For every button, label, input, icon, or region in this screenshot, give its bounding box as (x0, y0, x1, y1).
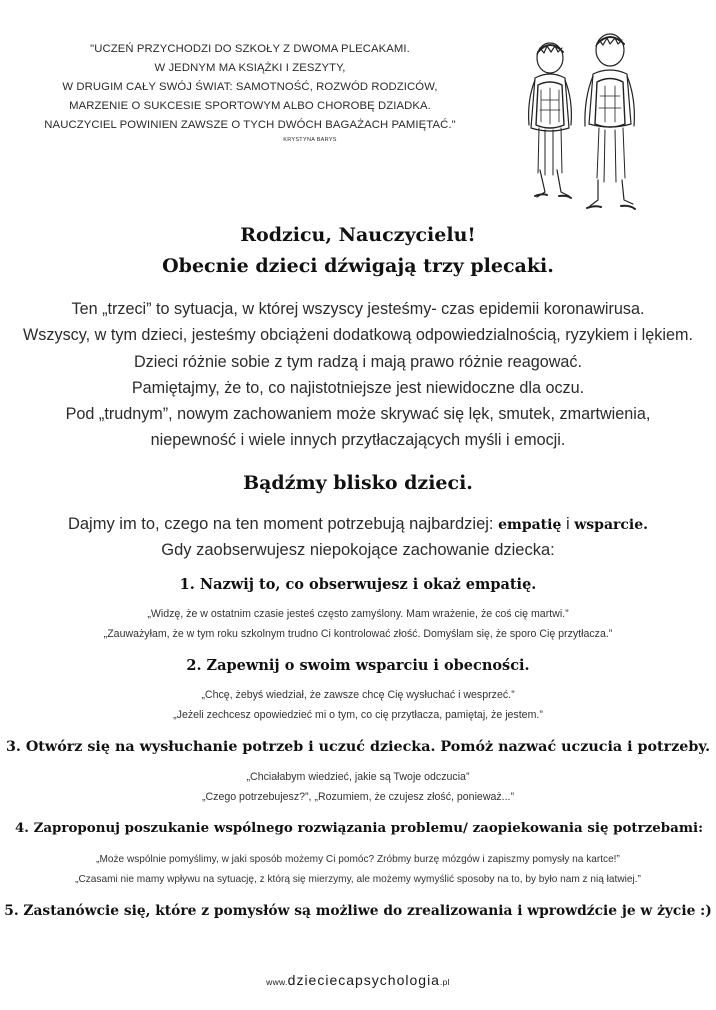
example-line: „Czasami nie mamy wpływu na sytuację, z którą się mierzymy, ale możemy wymyślić sposoby na to, by było nam z nią łatwiej.” (75, 873, 641, 885)
example-line: „Może wspólnie pomyślimy, w jaki sposób możemy Ci pomóc? Zróbmy burzę mózgów i zapiszmy pomysły na kartce!” (96, 854, 620, 865)
left-child-figure (529, 43, 572, 198)
step-5-title: 5. Zastanówcie się, które z pomysłów są możliwe do zrealizowania i wprowdźcie je w życie :) (4, 903, 712, 919)
quote-line: W JEDNYM MA KSIĄŻKI I ZESZYTY, (154, 62, 346, 74)
intro-line: Dzieci różnie sobie z tym radzą i mają prawo różnie reagować. (133, 352, 583, 371)
example-line: „Zauważyłam, że w tym roku szkolnym trudno Ci kontrolować złość. Domyślam się, że sporo Cię przytłacza.” (103, 627, 613, 640)
intro-line: niepewność i wiele innych przytłaczających myśli i emocji. (150, 431, 566, 450)
quote-line: W DRUGIM CAŁY SWÓJ ŚWIAT: SAMOTNOŚĆ, ROZWÓD RODZICÓW, (62, 81, 438, 93)
footer-prefix: www. (266, 977, 288, 987)
step-4-examples (0, 850, 716, 889)
quote-line: NAUCZYCIEL POWINIEN ZAWSZE O TYCH DWÓCH BAGAŻACH PAMIĘTAĆ." (44, 119, 456, 131)
step-2-title: 2. Zapewnij o swoim wsparciu i obecności. (186, 657, 530, 674)
footer-suffix: .pl (439, 977, 450, 987)
lead-word-support: wsparcie. (574, 517, 649, 533)
main-heading-line-1: Rodzicu, Nauczycielu! (240, 224, 476, 246)
example-line: „Jeżeli zechcesz opowiedzieć mi o tym, co cię przytłacza, pamiętaj, że jestem.” (173, 708, 543, 721)
intro-line: Ten „trzeci” to sytuacja, w której wszyscy jesteśmy- czas epidemii koronawirusa. (71, 300, 645, 318)
footer-brand: dzieciecapsychologia (287, 972, 440, 988)
quote-line: MARZENIE O SUKCESIE SPORTOWYM ALBO CHOROBĘ DZIADKA. (69, 100, 431, 112)
children-with-backpacks-illustration (505, 30, 655, 230)
example-line: „Chcę, żebyś wiedział, że zawsze chcę Cię wysłuchać i wesprzeć.” (201, 689, 515, 701)
example-line: „Chciałabym wiedzieć, jakie są Twoje odczucia” (246, 771, 470, 783)
intro-line: Pod „trudnym”, nowym zachowaniem może skrywać się lęk, smutek, zmartwienia, (65, 405, 651, 424)
lead-line-1 (0, 512, 716, 538)
intro-line: Pamiętajmy, że to, co najistotniejsze jest niewidoczne dla oczu. (131, 378, 585, 397)
step-2-examples (0, 686, 716, 725)
step-1-title: 1. Nazwij to, co obserwujesz i okaż empatię. (179, 576, 537, 593)
right-child-figure (585, 34, 635, 209)
footer-website[interactable] (0, 972, 716, 988)
intro-paragraph (0, 296, 716, 454)
step-3-title: 3. Otwórz się na wysłuchanie potrzeb i uczuć dziecka. Pomóż nazwać uczucia i potrzeby. (5, 739, 711, 755)
lead-line-2: Gdy zaobserwujesz niepokojące zachowanie dziecka: (161, 541, 555, 559)
lead-prefix: Dajmy im to, czego na ten moment potrzebują najbardziej: (67, 515, 494, 533)
example-line: „Widzę, że w ostatnim czasie jesteś często zamyślony. Mam wrażenie, że coś cię martwi.” (147, 608, 569, 620)
lead-word-empathy: empatię (498, 517, 562, 533)
main-heading-line-2: Obecnie dzieci dźwigają trzy plecaki. (162, 255, 554, 277)
lead-and: i (565, 515, 570, 533)
step-4-title: 4. Zaproponuj poszukanie wspólnego rozwiązania problemu/ zaopiekowania się potrzebami: (14, 820, 704, 836)
quote-line: "UCZEŃ PRZYCHODZI DO SZKOŁY Z DWOMA PLECAKAMI. (90, 43, 410, 55)
intro-line: Wszyscy, w tym dzieci, jesteśmy obciążeni dodatkową odpowiedzialnością, ryzykiem i lękiem. (23, 326, 693, 345)
section-lead (0, 512, 716, 563)
quote-author: KRYSTYNA BARYS (283, 137, 337, 143)
section-heading: Bądźmy blisko dzieci. (243, 472, 473, 494)
example-line: „Czego potrzebujesz?”, „Rozumiem, że czujesz złość, ponieważ...” (201, 790, 515, 803)
step-1-examples (0, 605, 716, 644)
quote-block (30, 40, 470, 145)
step-3-examples (0, 768, 716, 807)
